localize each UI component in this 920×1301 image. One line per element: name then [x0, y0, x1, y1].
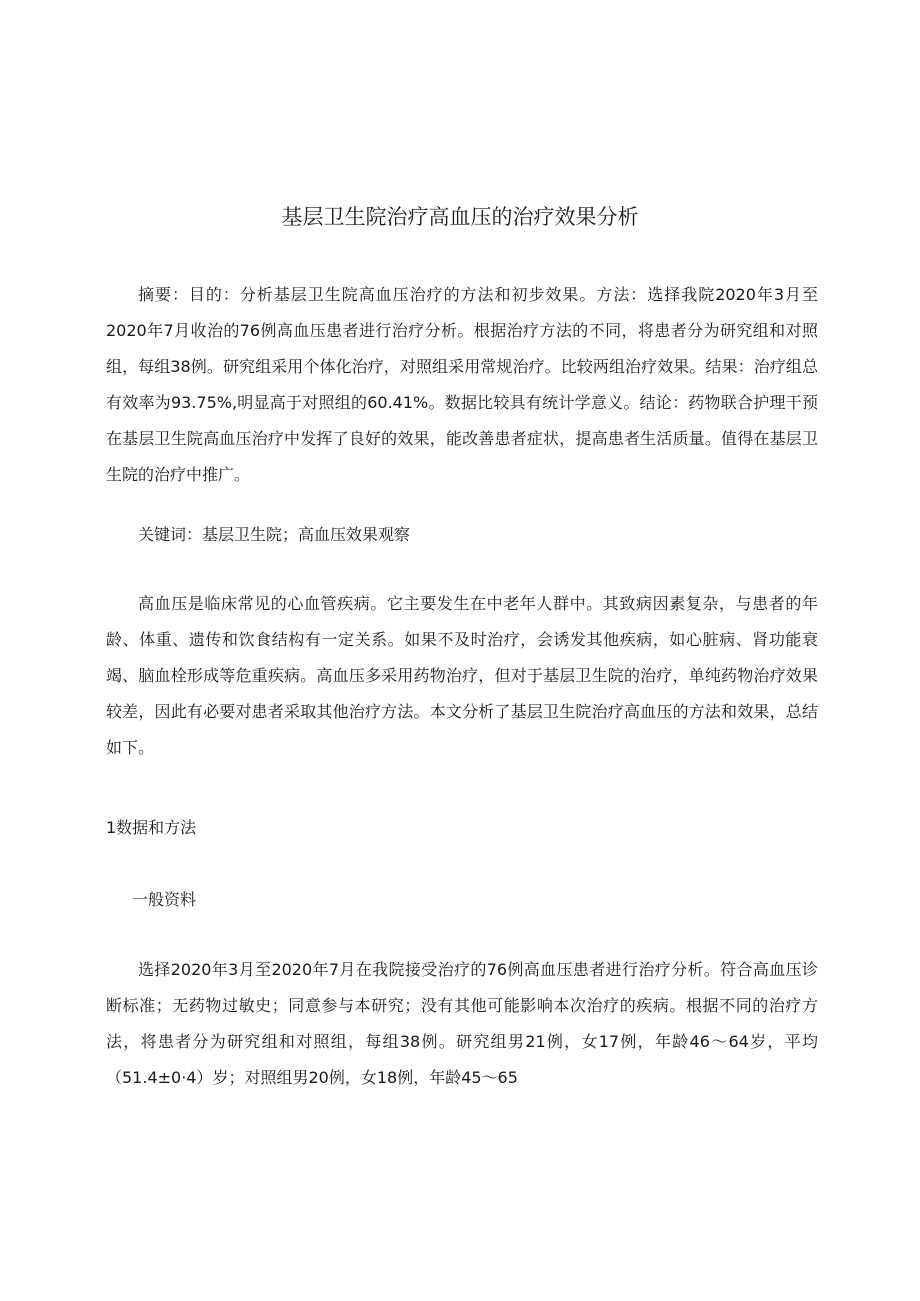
keywords-paragraph: 关键词：基层卫生院；高血压效果观察 — [138, 525, 411, 544]
paper-title: 基层卫生院治疗高血压的治疗效果分析 — [281, 205, 639, 229]
abstract-paragraph: 摘要：目的：分析基层卫生院高血压治疗的方法和初步效果。方法：选择我院2020年3月至2020年7月收治的76例高血压患者进行治疗分析。根据治疗方法的不同，将患者分为研究组和对照组，每组38例。研究组采用个体化治疗，对照组采用常规治疗。比较两组治疗效果。结果：治疗组总有效率为93.75%,明显高于对照组的60.41%。数据比较具有统计学意义。结论：药物联合护理干预在基层卫生院高血压治疗中发挥了良好的效果，能改善患者症状，提高患者生活质量。值得在基层卫生院的治疗中推广。 — [106, 285, 818, 484]
intro-paragraph: 高血压是临床常见的心血管疾病。它主要发生在中老年人群中。其致病因素复杂，与患者的年龄、体重、遗传和饮食结构有一定关系。如果不及时治疗，会诱发其他疾病，如心脏病、肾功能衰竭、脑血栓形成等危重疾病。高血压多采用药物治疗，但对于基层卫生院的治疗，单纯药物治疗效果较差，因此有必要对患者采取其他治疗方法。本文分析了基层卫生院治疗高血压的方法和效果，总结如下。 — [106, 594, 818, 757]
general-data-paragraph: 选择2020年3月至2020年7月在我院接受治疗的76例高血压患者进行治疗分析。符合高血压诊断标准；无药物过敏史；同意参与本研究；没有其他可能影响本次治疗的疾病。根据不同的治疗方法，将患者分为研究组和对照组，每组38例。研究组男21例，女17例，年龄46～64岁，平均（51.4±0·4）岁；对照组男20例，女18例，年龄45～65 — [106, 960, 818, 1087]
section-heading-data-methods: 1数据和方法 — [106, 818, 197, 837]
subsection-heading-general-data: 一般资料 — [132, 890, 197, 909]
